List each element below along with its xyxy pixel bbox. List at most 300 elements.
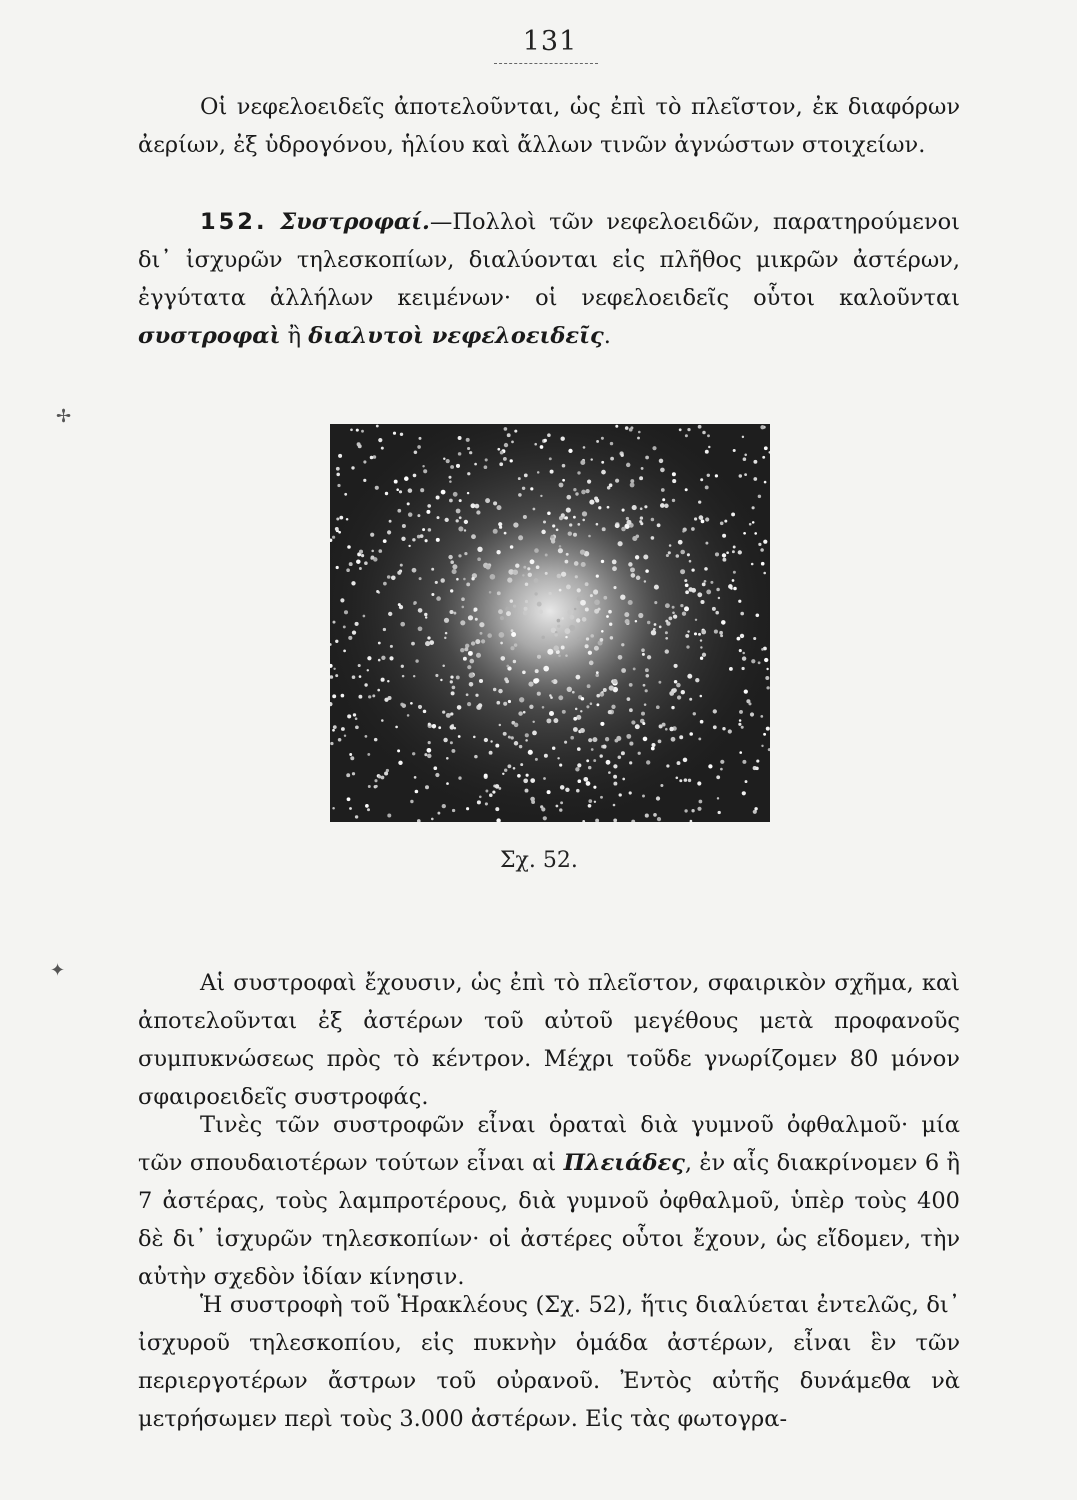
star-dot (412, 752, 415, 755)
star-dot (415, 659, 418, 662)
star-dot (611, 705, 615, 709)
star-dot (588, 738, 592, 742)
star-dot (545, 572, 548, 575)
star-dot (591, 748, 594, 751)
star-dot (450, 675, 453, 678)
star-dot (685, 434, 688, 437)
star-dot (381, 776, 385, 780)
section-number: 152. (200, 209, 268, 235)
star-dot (471, 641, 475, 645)
star-dot (333, 621, 336, 624)
star-dot (662, 723, 666, 727)
star-dot (400, 564, 403, 567)
star-dot (358, 444, 362, 448)
star-dot (575, 708, 578, 711)
star-dot (336, 566, 339, 569)
star-dot (391, 575, 396, 580)
star-dot (702, 583, 706, 587)
star-cluster-figure (330, 424, 770, 822)
star-dot (722, 553, 726, 557)
star-dot (485, 802, 488, 805)
star-dot (507, 764, 511, 768)
star-dot (700, 639, 702, 641)
star-dot (338, 738, 342, 742)
star-dot (468, 615, 473, 620)
star-dot (525, 583, 529, 587)
star-dot (687, 630, 689, 632)
star-dot (339, 516, 343, 520)
star-dot (620, 595, 625, 600)
star-dot (530, 487, 533, 490)
star-dot (588, 535, 591, 538)
star-dot (445, 632, 448, 635)
star-dot (467, 665, 471, 669)
star-dot (413, 602, 416, 605)
star-dot (351, 466, 354, 469)
star-dot (562, 479, 565, 482)
star-dot (610, 457, 614, 461)
star-dot (758, 661, 761, 664)
star-dot (705, 542, 708, 545)
star-dot (713, 709, 717, 713)
star-dot (525, 600, 528, 603)
star-dot (598, 506, 601, 509)
star-dot (573, 717, 577, 721)
star-dot (500, 451, 504, 455)
star-dot (590, 594, 593, 597)
star-dot (550, 470, 554, 474)
star-dot (441, 490, 446, 495)
star-dot (761, 648, 764, 651)
star-dot (672, 472, 676, 476)
star-dot (458, 735, 461, 738)
star-dot (425, 785, 429, 789)
star-dot (333, 668, 335, 670)
star-dot (485, 790, 488, 793)
star-dot (609, 483, 613, 487)
star-dot (381, 678, 385, 682)
star-dot (700, 478, 703, 481)
star-dot (627, 697, 631, 701)
star-dot (753, 477, 757, 481)
star-dot (349, 562, 353, 566)
star-dot (739, 751, 742, 754)
star-dot (468, 651, 473, 656)
star-dot (473, 736, 476, 739)
star-dot (748, 702, 751, 705)
star-dot (565, 560, 569, 564)
page-number-rule (494, 63, 598, 64)
star-dot (385, 492, 388, 495)
star-dot (371, 555, 375, 559)
star-dot (448, 555, 452, 559)
star-dot (691, 809, 694, 812)
star-dot (504, 769, 507, 772)
star-dot (651, 743, 655, 747)
star-dot (593, 759, 596, 762)
star-dot (492, 791, 495, 794)
star-dot (378, 642, 381, 645)
star-dot (460, 620, 465, 625)
star-dot (645, 456, 649, 460)
star-dot (349, 807, 352, 810)
star-dot (742, 436, 744, 438)
star-dot (359, 550, 363, 554)
star-dot (355, 815, 358, 818)
star-dot (522, 574, 524, 576)
star-dot (641, 467, 644, 470)
star-dot (367, 753, 370, 756)
star-dot (458, 526, 463, 531)
star-dot (332, 536, 335, 539)
star-dot (739, 474, 742, 477)
star-dot (537, 602, 542, 607)
star-dot (341, 727, 345, 731)
star-dot (493, 501, 497, 505)
star-dot (428, 741, 431, 744)
star-cluster-image (330, 424, 770, 822)
star-dot (601, 560, 604, 563)
star-dot (445, 518, 449, 522)
star-dot (618, 541, 623, 546)
star-dot (732, 550, 735, 553)
star-dot (387, 814, 391, 818)
star-dot (535, 669, 539, 673)
star-dot (443, 457, 445, 459)
star-dot (570, 736, 574, 740)
star-dot (355, 622, 359, 626)
star-dot (431, 818, 434, 821)
star-dot (608, 771, 611, 774)
star-dot (699, 515, 704, 520)
star-dot (680, 550, 685, 555)
star-dot (669, 691, 674, 696)
star-dot (668, 551, 671, 554)
star-dot (764, 658, 768, 662)
star-dot (475, 639, 480, 644)
star-dot (519, 697, 524, 702)
star-dot (474, 755, 478, 759)
star-dot (642, 722, 645, 725)
star-dot (684, 809, 687, 812)
star-dot (407, 502, 410, 505)
star-dot (543, 520, 546, 523)
star-dot (750, 712, 754, 716)
star-dot (477, 557, 481, 561)
star-dot (572, 691, 575, 694)
star-dot (600, 722, 604, 726)
star-dot (459, 516, 462, 519)
star-dot (760, 425, 764, 429)
star-dot (446, 713, 451, 718)
star-dot (467, 447, 470, 450)
star-dot (359, 675, 362, 678)
star-dot (485, 498, 490, 503)
star-dot (676, 554, 680, 558)
star-dot (593, 786, 596, 789)
star-dot (580, 460, 585, 465)
star-dot (585, 644, 589, 648)
star-dot (764, 481, 767, 484)
star-dot (550, 535, 554, 539)
star-dot (644, 505, 647, 508)
star-dot (537, 692, 541, 696)
star-dot (684, 579, 687, 582)
star-dot (549, 457, 552, 460)
star-dot (760, 715, 763, 718)
star-dot (505, 680, 509, 684)
star-dot (529, 705, 533, 709)
star-dot (643, 684, 646, 687)
star-dot (370, 456, 374, 460)
star-dot (669, 544, 672, 547)
star-dot (496, 550, 500, 554)
star-dot (352, 630, 356, 634)
margin-mark-2: ✦ (50, 960, 66, 981)
star-dot (537, 471, 540, 474)
star-dot (708, 446, 710, 448)
star-dot (569, 615, 574, 620)
star-dot (347, 714, 351, 718)
star-dot (355, 717, 358, 720)
star-dot (410, 800, 413, 803)
star-dot (415, 790, 419, 794)
star-dot (511, 629, 514, 632)
star-dot (560, 801, 563, 804)
star-dot (744, 454, 747, 457)
star-dot (387, 575, 391, 579)
star-dot (716, 588, 720, 592)
star-dot (514, 741, 518, 745)
star-dot (665, 631, 668, 634)
star-dot (343, 650, 346, 653)
star-dot (760, 548, 764, 552)
star-dot (383, 539, 387, 543)
star-dot (454, 727, 457, 730)
star-dot (435, 581, 438, 584)
star-dot (456, 464, 460, 468)
star-dot (542, 706, 545, 709)
star-dot (609, 623, 612, 626)
star-dot (347, 797, 351, 801)
star-dot (436, 538, 440, 542)
star-dot (489, 591, 492, 594)
star-dot (428, 528, 432, 532)
star-dot (610, 636, 613, 639)
star-dot (484, 465, 488, 469)
star-dot (365, 804, 369, 808)
star-dot (493, 529, 498, 534)
star-dot (513, 660, 516, 663)
paragraph-pleiades (138, 1106, 960, 1296)
star-dot (353, 713, 356, 716)
paragraph-nebulae-composition: Οἱ νεφελοειδεῖς ἀποτελοῦνται, ὡς ἐπὶ τὸ πλεῖστον, ἐκ διαφόρων ἀερίων, ἐξ ὑδρογόνου, ἡλίου καὶ ἄλλων τινῶν ἀγνώστων στοιχείων. (138, 94, 960, 158)
star-dot (523, 610, 528, 615)
star-dot (361, 554, 364, 557)
star-dot (609, 685, 614, 690)
star-dot (496, 701, 500, 705)
star-dot (704, 567, 708, 571)
star-dot (685, 634, 689, 638)
star-dot (423, 710, 427, 714)
star-dot (514, 430, 517, 433)
star-dot (615, 479, 619, 483)
star-dot (622, 509, 625, 512)
star-dot (705, 450, 709, 454)
star-dot (720, 521, 724, 525)
star-dot (335, 527, 339, 531)
star-dot (477, 800, 481, 804)
star-dot (407, 714, 410, 717)
star-dot (514, 643, 517, 646)
star-dot (628, 562, 632, 566)
star-dot (519, 745, 522, 748)
star-dot (577, 596, 582, 601)
star-dot (647, 621, 650, 624)
star-dot (500, 642, 503, 645)
star-dot (518, 477, 521, 480)
star-dot (549, 711, 554, 716)
star-dot (702, 431, 706, 435)
star-dot (514, 723, 519, 728)
star-dot (651, 518, 655, 522)
star-dot (758, 495, 761, 498)
star-dot (417, 514, 420, 517)
star-dot (589, 661, 594, 666)
star-dot (707, 434, 710, 437)
star-dot (677, 695, 681, 699)
star-dot (590, 702, 593, 705)
star-dot (728, 729, 732, 733)
star-dot (489, 751, 493, 755)
star-dot (562, 464, 566, 468)
star-dot (499, 462, 503, 466)
star-dot (682, 530, 685, 533)
star-dot (564, 741, 567, 744)
star-dot (378, 659, 381, 662)
star-dot (715, 611, 719, 615)
star-dot (557, 619, 561, 623)
star-dot (740, 634, 744, 638)
star-dot (420, 534, 424, 538)
star-dot (665, 603, 670, 608)
star-dot (671, 737, 676, 742)
star-dot (590, 634, 594, 638)
star-dot (530, 778, 535, 783)
star-dot (638, 613, 643, 618)
star-dot (396, 488, 399, 491)
star-dot (546, 718, 551, 723)
star-dot (743, 532, 746, 535)
star-dot (644, 703, 647, 706)
star-dot (401, 537, 405, 541)
star-dot (368, 695, 371, 698)
star-dot (605, 737, 609, 741)
star-dot (612, 560, 617, 565)
star-dot (743, 457, 747, 461)
star-dot (444, 637, 446, 639)
star-dot (755, 767, 759, 771)
star-dot (654, 585, 659, 590)
star-dot (388, 612, 392, 616)
star-dot (651, 630, 656, 635)
star-dot (387, 530, 391, 534)
star-dot (676, 683, 681, 688)
star-dot (705, 485, 709, 489)
star-dot (384, 698, 388, 702)
star-dot (751, 563, 754, 566)
star-dot (635, 555, 639, 559)
star-dot (524, 474, 528, 478)
star-dot (465, 644, 469, 648)
star-dot (540, 495, 542, 497)
star-dot (422, 528, 425, 531)
star-dot (414, 776, 417, 779)
star-dot (423, 469, 427, 473)
star-dot (419, 437, 422, 440)
star-dot (418, 705, 422, 709)
star-dot (534, 443, 537, 446)
star-dot (484, 774, 488, 778)
star-dot (698, 425, 702, 429)
star-dot (400, 433, 403, 436)
star-dot (559, 483, 564, 488)
star-dot (401, 665, 404, 668)
star-dot (602, 745, 606, 749)
star-dot (554, 633, 558, 637)
section-end: . (603, 323, 611, 349)
star-dot (574, 561, 579, 566)
star-dot (722, 534, 726, 538)
star-dot (473, 607, 477, 611)
star-dot (581, 490, 586, 495)
star-dot (642, 653, 645, 656)
star-dot (356, 559, 360, 563)
star-dot (408, 545, 410, 547)
star-dot (646, 760, 650, 764)
star-dot (402, 703, 406, 707)
star-dot (497, 448, 500, 451)
star-dot (739, 649, 742, 652)
star-dot (596, 694, 600, 698)
star-dot (528, 750, 533, 755)
star-dot (596, 523, 599, 526)
star-dot (752, 521, 755, 524)
star-dot (695, 619, 697, 621)
star-dot (435, 674, 438, 677)
star-dot (518, 711, 522, 715)
star-dot (495, 807, 499, 811)
star-dot (601, 461, 604, 464)
star-dot (367, 669, 369, 671)
star-dot (601, 437, 604, 440)
star-dot (506, 611, 511, 616)
star-dot (513, 604, 516, 607)
star-dot (365, 735, 368, 738)
star-dot (486, 565, 491, 570)
star-dot (754, 532, 757, 535)
star-dot (511, 632, 516, 637)
star-dot (582, 519, 585, 522)
star-dot (378, 438, 382, 442)
star-dot (356, 429, 359, 432)
star-dot (712, 607, 716, 611)
star-dot (742, 652, 745, 655)
star-dot (606, 760, 611, 765)
star-dot (359, 567, 362, 570)
star-dot (691, 527, 695, 531)
star-dot (596, 440, 599, 443)
